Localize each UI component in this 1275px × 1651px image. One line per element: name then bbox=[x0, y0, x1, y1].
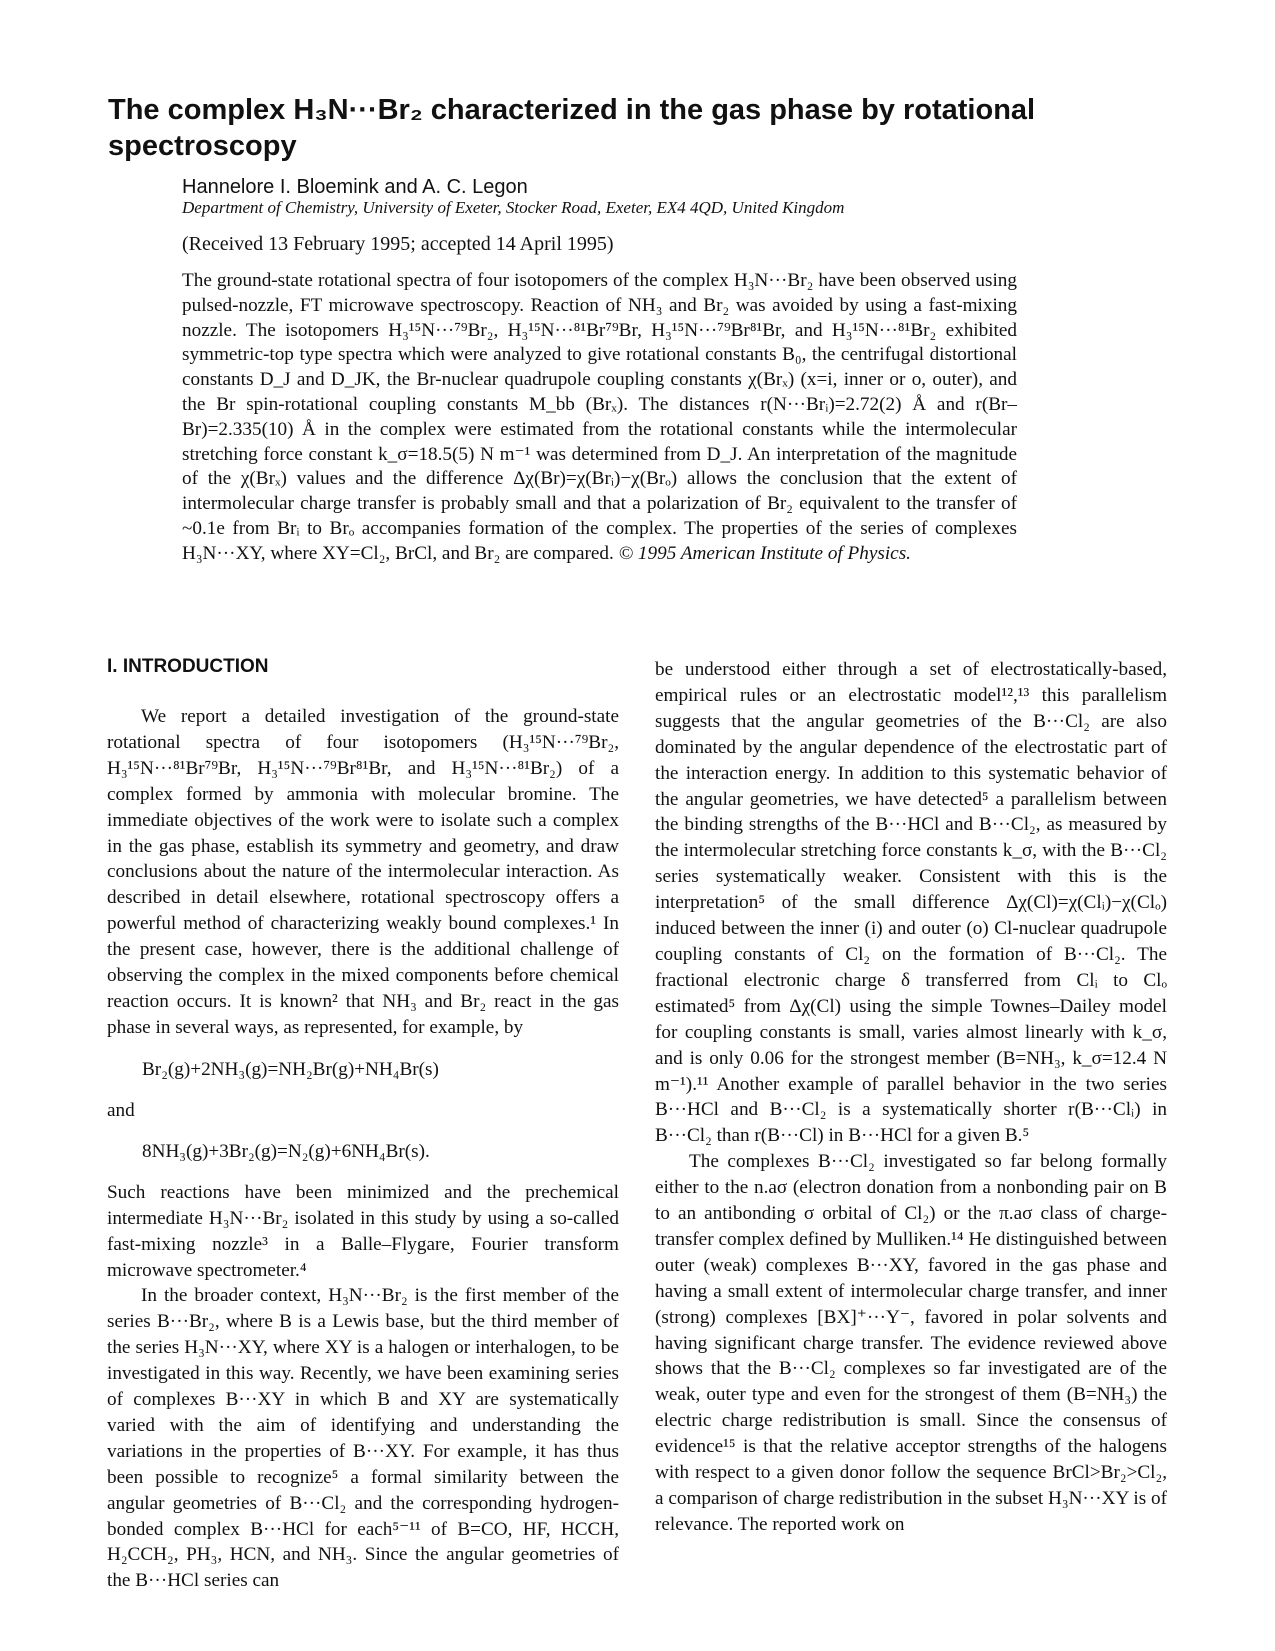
right-column bbox=[655, 657, 1167, 1538]
paper-title: The complex H₃N···Br₂ characterized in the gas phase by rotational spectroscopy bbox=[108, 94, 1036, 162]
abstract-text: The ground-state rotational spectra of four isotopomers of the complex H₃N···Br₂ have been observed using pulsed-nozzle, FT microwave spectroscopy. Reaction of NH₃ and Br₂ was avoided by using a fast-mixing nozzle. The isotopomers H₃¹⁵N···⁷⁹Br₂, H₃¹⁵N···⁸¹Br⁷⁹Br, H₃¹⁵N···⁷⁹Br⁸¹Br, and H₃¹⁵N···⁸¹Br₂ exhibited symmetric-top type spectra which were analyzed to give rotational constants B₀, the centrifugal distortional constants D_J and D_JK, the Br-nuclear quadrupole coupling constants χ(Brₓ) (x=i, inner or o, outer), and the Br spin-rotational coupling constants M_bb (Brₓ). The distances r(N···Brᵢ)=2.72(2) Å and r(Br–Br)=2.335(10) Å in the complex were estimated from the rotational constants while the intermolecular stretching force constant k_σ=18.5(5) N m⁻¹ was determined from D_J. An interpretation of the magnitude of the χ(Brₓ) values and the difference Δχ(Br)=χ(Brᵢ)−χ(Brₒ) allows the conclusion that the extent of intermolecular charge transfer is probably small and that a polarization of Br₂ equivalent to the transfer of ~0.1e from Brᵢ to Brₒ accompanies formation of the complex. The properties of the series of complexes H₃N···XY, where XY=Cl₂, BrCl, and Br₂ are compared. bbox=[182, 270, 1017, 564]
paragraph: The complexes B···Cl₂ investigated so far belong formally either to the n.aσ (electron donation from a nonbonding pair on B to an antibonding σ orbital of Cl₂) or the π.aσ class of charge-transfer complex defined by Mulliken.¹⁴ He distinguished between outer (weak) complexes B···XY, favored in the gas phase and having a small extent of intermolecular charge transfer, and inner (strong) complexes [BX]⁺···Y⁻, favored in polar solvents and having significant charge transfer. The evidence reviewed above shows that the B···Cl₂ complexes so far investigated are of the weak, outer type and even for the strongest of them (B=NH₃) the electric charge redistribution is small. Since the consensus of evidence¹⁵ is that the relative acceptor strengths of the halogens with respect to a given donor follow the sequence BrCl>Br₂>Cl₂, a comparison of charge redistribution in the subset H₃N···XY is of relevance. The reported work on bbox=[655, 1151, 1167, 1535]
abstract bbox=[182, 269, 1017, 567]
section-heading: I. INTRODUCTION bbox=[107, 656, 269, 677]
copyright: © 1995 American Institute of Physics. bbox=[618, 542, 911, 564]
connector-text: and bbox=[107, 1099, 135, 1121]
equation: Br₂(g)+2NH₃(g)=NH₂Br(g)+NH₄Br(s) bbox=[142, 1058, 439, 1080]
paragraph: In the broader context, H₃N···Br₂ is the first member of the series B···Br₂, where B is a Lewis base, but the third member of the series H₃N···XY, where XY is a halogen or interhalogen, to be investigated in this way. Recently, we have been examining series of complexes B···XY in which B and XY are systematically varied with the aim of identifying and understanding the variations in the properties of B···XY. For example, it has thus been possible to recognize⁵ a formal similarity between the angular geometries of B···Cl₂ and the corresponding hydrogen-bonded complex B···HCl for each⁵⁻¹¹ of B=CO, HF, HCCH, H₂CCH₂, PH₃, HCN, and NH₃. Since the angular geometries of the B···HCl series can bbox=[107, 1285, 619, 1592]
received-dates: (Received 13 February 1995; accepted 14 April 1995) bbox=[182, 233, 614, 255]
authors: Hannelore I. Bloemink and A. C. Legon bbox=[182, 176, 528, 198]
paragraph: We report a detailed investigation of the ground-state rotational spectra of four isotopomers (H₃¹⁵N···⁷⁹Br₂, H₃¹⁵N···⁸¹Br⁷⁹Br, H₃¹⁵N···⁷⁹Br⁸¹Br, and H₃¹⁵N···⁸¹Br₂) of a complex formed by ammonia with molecular bromine. The immediate objectives of the work were to isolate such a complex in the gas phase, establish its symmetry and geometry, and draw conclusions about the nature of the intermolecular interaction. As described in detail elsewhere, rotational spectroscopy offers a powerful method of characterizing weakly bound complexes.¹ In the present case, however, there is the additional challenge of observing the complex in the mixed components before chemical reaction occurs. It is known² that NH₃ and Br₂ react in the gas phase in several ways, as represented, for example, by bbox=[107, 706, 619, 1038]
left-column bbox=[107, 656, 619, 1594]
affiliation: Department of Chemistry, University of Exeter, Stocker Road, Exeter, EX4 4QD, United Kingdom bbox=[182, 198, 845, 217]
paragraph: Such reactions have been minimized and the prechemical intermediate H₃N···Br₂ isolated in this study by using a so-called fast-mixing nozzle³ in a Balle–Flygare, Fourier transform microwave spectrometer.⁴ bbox=[107, 1181, 619, 1281]
equation: 8NH₃(g)+3Br₂(g)=N₂(g)+6NH₄Br(s). bbox=[142, 1140, 430, 1162]
paragraph: be understood either through a set of electrostatically-based, empirical rules or an electrostatic model¹²,¹³ this parallelism suggests that the angular geometries of the B···Cl₂ are also dominated by the angular dependence of the electrostatic part of the interaction energy. In addition to this systematic behavior of the angular geometries, we have detected⁵ a parallelism between the binding strengths of the B···HCl and B···Cl₂, as measured by the intermolecular stretching force constants k_σ, with the B···Cl₂ series systematically weaker. Consistent with this is the interpretation⁵ of the small difference Δχ(Cl)=χ(Clᵢ)−χ(Clₒ) induced between the inner (i) and outer (o) Cl-nuclear quadrupole coupling constants of Cl₂ on the formation of B···Cl₂. The fractional electronic charge δ transferred from Clᵢ to Clₒ estimated⁵ from Δχ(Cl) using the simple Townes–Dailey model for coupling constants is small, varies almost linearly with k_σ, and is only 0.06 for the strongest member (B=NH₃, k_σ=12.4 N m⁻¹).¹¹ Another example of parallel behavior in the two series B···HCl and B···Cl₂ is a systematically shorter r(B···Clᵢ) in B···Cl₂ than r(B···Cl) in B···HCl for a given B.⁵ bbox=[655, 659, 1167, 1147]
